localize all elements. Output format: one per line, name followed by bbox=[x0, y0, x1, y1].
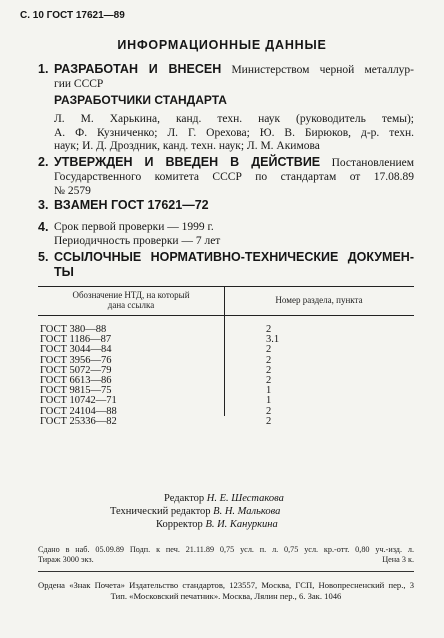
editor-name: Н. Е. Шестакова bbox=[206, 493, 284, 504]
footer-line-2: Тип. «Московский печатник». Москва, Лялин пер., 6. Зак. 1046 bbox=[110, 591, 342, 601]
table-cell-document: ГОСТ 10742—71 bbox=[40, 395, 117, 407]
table-cell-document: ГОСТ 1186—87 bbox=[40, 334, 112, 346]
item-1-rest: Министерством черной металлур- bbox=[231, 64, 415, 76]
table-cell-section: 1 bbox=[266, 385, 272, 397]
table-header-document-l1: Обозначение НТД, на который bbox=[72, 290, 190, 300]
table-cell-section: 2 bbox=[266, 375, 272, 386]
table-row bbox=[38, 416, 414, 427]
section-title: ИНФОРМАЦИОННЫЕ ДАННЫЕ bbox=[117, 38, 327, 52]
table-cell-document: ГОСТ 25336—82 bbox=[40, 415, 117, 427]
item-1-line2: гии СССР bbox=[54, 78, 104, 90]
corrector-role: Корректор bbox=[156, 519, 203, 530]
item-1-number: 1. bbox=[38, 62, 49, 76]
item-2-rest: Постановлением bbox=[331, 157, 415, 169]
table-header-section: Номер раздела, пункта bbox=[275, 295, 363, 305]
imprint bbox=[38, 545, 414, 565]
imprint-print-run: Тираж 3000 экз. bbox=[38, 555, 94, 564]
publisher-footer bbox=[38, 580, 414, 602]
editor-role: Редактор bbox=[164, 493, 205, 504]
table-cell-document: ГОСТ 3044—84 bbox=[40, 344, 112, 356]
imprint-line-1: Сдано в наб. 05.09.89 Подп. к печ. 21.11.89 0,75 усл. п. л. 0,75 усл. кр.-отт. 0,80 уч.-изд. л. bbox=[38, 545, 414, 554]
table-cell-section: 2 bbox=[266, 324, 272, 335]
developers-heading: РАЗРАБОТЧИКИ СТАНДАРТА bbox=[54, 93, 227, 107]
table-cell-section: 1 bbox=[266, 395, 272, 407]
item-1-lead: РАЗРАБОТАН И ВНЕСЕН bbox=[54, 62, 222, 76]
item-5-line1: ССЫЛОЧНЫЕ НОРМАТИВНО-ТЕХНИЧЕСКИЕ ДОКУМЕН- bbox=[54, 250, 414, 264]
table-cell-section: 2 bbox=[266, 344, 272, 356]
corrector-name: В. И. Кануркина bbox=[205, 519, 278, 530]
item-4-line2: Периодичность проверки — 7 лет bbox=[54, 235, 221, 247]
item-5-line2: ТЫ bbox=[54, 265, 74, 279]
corrector-line bbox=[156, 518, 278, 531]
item-2-line3: № 2579 bbox=[54, 185, 91, 197]
tech-editor-name: В. Н. Малькова bbox=[213, 506, 281, 517]
table-cell-document: ГОСТ 6613—86 bbox=[40, 375, 112, 386]
table-cell-document: ГОСТ 9815—75 bbox=[40, 385, 112, 397]
item-5-number: 5. bbox=[38, 250, 49, 264]
table-cell-document: ГОСТ 380—88 bbox=[40, 324, 107, 335]
developers-line-3: наук; И. Д. Дроздник, канд. техн. наук; Л. М. Акимова bbox=[54, 140, 320, 152]
item-2-number: 2. bbox=[38, 155, 49, 169]
item-2-text bbox=[54, 155, 414, 198]
table-cell-section: 2 bbox=[266, 354, 272, 366]
table-header-rule bbox=[38, 315, 414, 316]
table-cell-section: 2 bbox=[266, 364, 272, 376]
footer-divider bbox=[38, 571, 414, 572]
table-cell-section: 3.1 bbox=[266, 334, 280, 346]
table-top-rule bbox=[38, 286, 414, 287]
tech-editor-line bbox=[110, 505, 280, 518]
item-5-text bbox=[54, 250, 414, 280]
item-4-line1: Срок первой проверки — 1999 г. bbox=[54, 221, 214, 233]
item-3-text: ВЗАМЕН ГОСТ 17621—72 bbox=[54, 198, 209, 212]
developers-line-2: А. Ф. Кузниченко; Л. Г. Орехова; Ю. В. Бирюков, д-р. техн. bbox=[54, 126, 414, 139]
footer-line-1: Ордена «Знак Почета» Издательство стандартов, 123557, Москва, ГСП, Новопресненский пер., 3 bbox=[38, 580, 414, 590]
editor-line bbox=[164, 492, 284, 505]
item-4-text bbox=[54, 220, 414, 248]
table-cell-document: ГОСТ 3956—76 bbox=[40, 354, 112, 366]
table-cell-section: 2 bbox=[266, 405, 272, 417]
developers-line-1: Л. М. Харькина, канд. техн. наук (руководитель темы); bbox=[54, 113, 414, 125]
tech-editor-role: Технический редактор bbox=[110, 506, 211, 517]
item-4-number: 4. bbox=[38, 220, 49, 234]
table-cell-document: ГОСТ 24104—88 bbox=[40, 405, 117, 417]
table-header-document-l2: дана ссылка bbox=[107, 300, 155, 310]
item-2-line2: Государственного комитета СССР по стандартам от 17.08.89 bbox=[54, 171, 414, 183]
table-header-document bbox=[38, 290, 224, 310]
item-1-text bbox=[54, 62, 414, 91]
page-header: С. 10 ГОСТ 17621—89 bbox=[20, 10, 125, 21]
table-cell-section: 2 bbox=[266, 415, 272, 427]
item-3-number: 3. bbox=[38, 198, 49, 212]
developers-list bbox=[54, 113, 414, 154]
table-cell-document: ГОСТ 5072—79 bbox=[40, 364, 112, 376]
item-2-lead: УТВЕРЖДЕН И ВВЕДЕН В ДЕЙСТВИЕ bbox=[54, 155, 321, 169]
imprint-price: Цена 3 к. bbox=[382, 555, 414, 564]
